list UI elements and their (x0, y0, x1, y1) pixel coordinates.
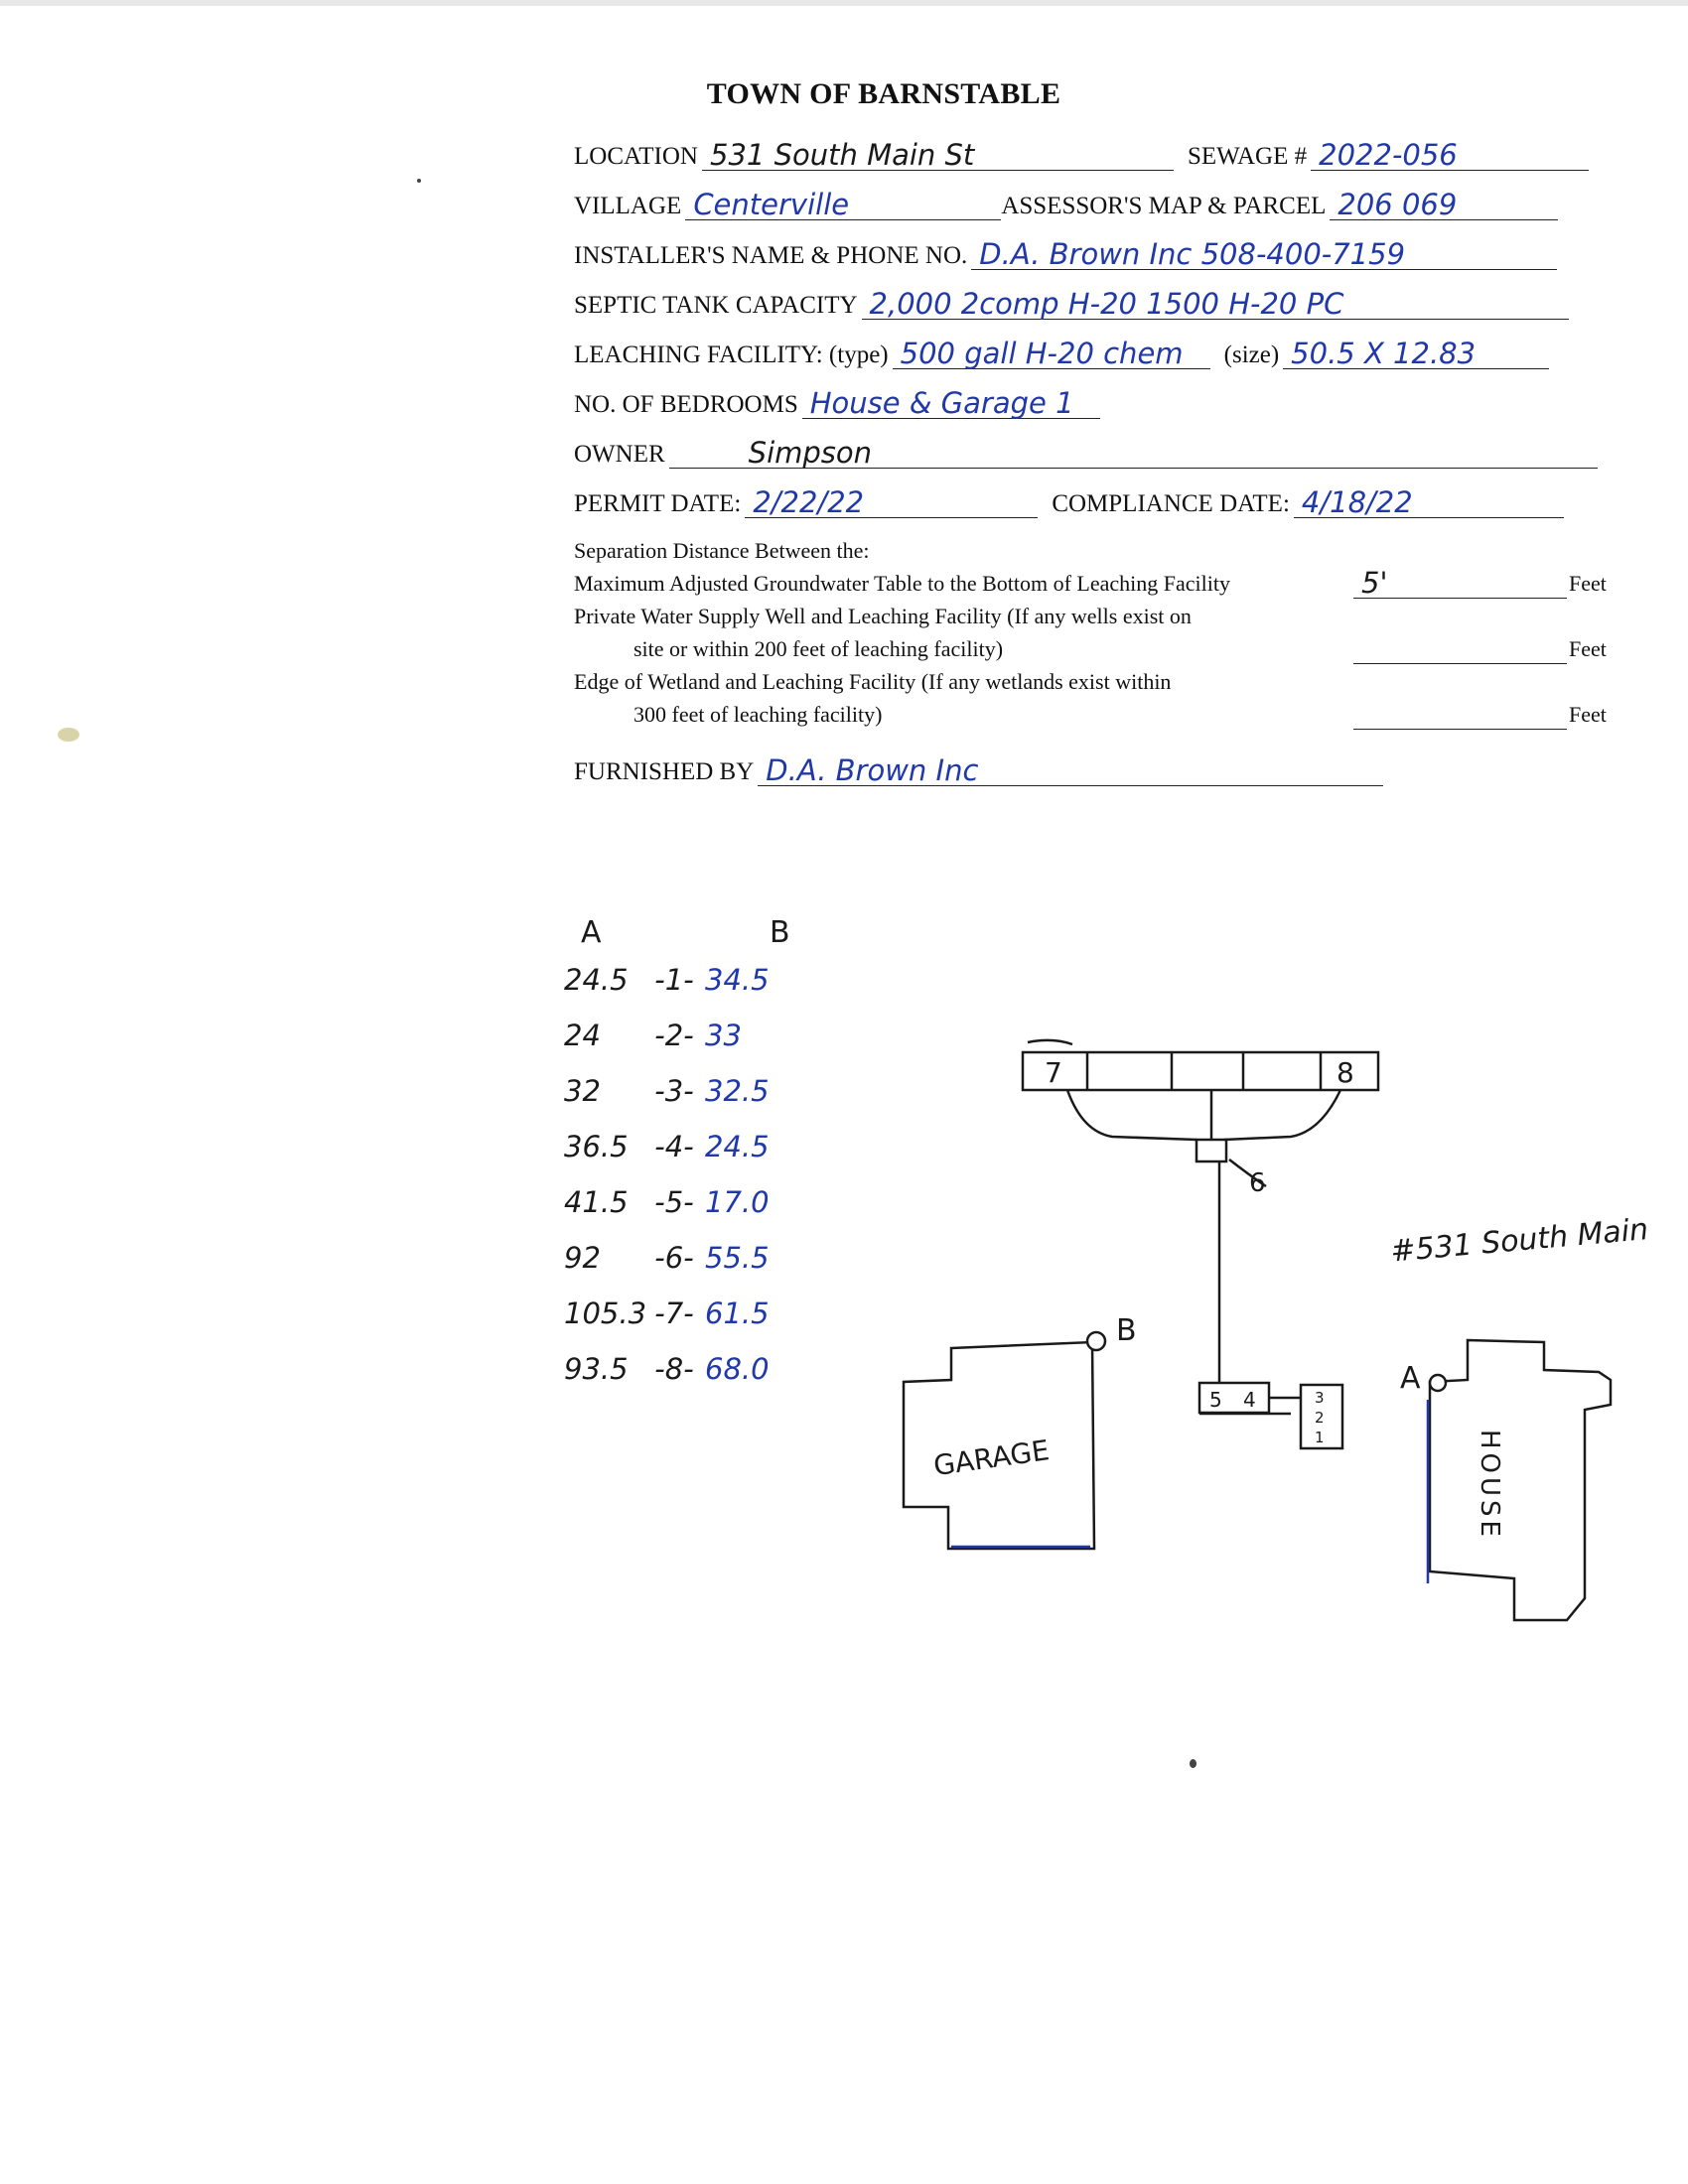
sewage-label: SEWAGE # (1188, 143, 1308, 170)
mark-4: 4 (1243, 1388, 1256, 1412)
installer-value: D.A. Brown Inc 508-400-7159 (979, 237, 1406, 271)
assessor-label: ASSESSOR'S MAP & PARCEL (1001, 193, 1327, 219)
tie-b-value: 68.0 (705, 1352, 770, 1386)
sewage-value: 2022-056 (1319, 138, 1458, 172)
assessor-value: 206 069 (1337, 188, 1458, 221)
tie-a-value: 105.3 (564, 1297, 647, 1330)
address-note: #531 South Main (1389, 1212, 1650, 1270)
mark-3: 3 (1315, 1389, 1325, 1407)
tie-b-value: 24.5 (705, 1130, 770, 1163)
point-b-marker (1087, 1332, 1105, 1350)
mark-8: 8 (1336, 1056, 1354, 1089)
tie-a-value: 24.5 (564, 963, 629, 997)
village-label: VILLAGE (574, 193, 682, 219)
mark-7: 7 (1045, 1056, 1062, 1089)
permit-value: 2/22/22 (753, 485, 865, 519)
point-a-label: A (1400, 1361, 1421, 1396)
leaching-size-value: 50.5 X 12.83 (1291, 337, 1477, 370)
furnished-value: D.A. Brown Inc (766, 753, 979, 787)
location-label: LOCATION (574, 143, 698, 170)
tie-header-a: A (581, 915, 602, 950)
tie-point-number: -7- (654, 1297, 694, 1330)
tie-b-value: 55.5 (705, 1241, 770, 1275)
tie-point-number: -8- (654, 1352, 694, 1386)
tie-point-number: -4- (654, 1130, 694, 1163)
well-unit: Feet (1569, 636, 1607, 661)
scan-speck (58, 728, 79, 742)
leaching-chambers (1023, 1040, 1378, 1090)
septic-value: 2,000 2comp H-20 1500 H-20 PC (869, 287, 1344, 321)
furnished-label: FURNISHED BY (574, 758, 755, 785)
house-label: HOUSE (1475, 1430, 1504, 1541)
tie-point-number: -6- (654, 1241, 694, 1275)
tie-a-value: 92 (564, 1241, 601, 1275)
mark-5: 5 (1209, 1388, 1222, 1412)
document-title: TOWN OF BARNSTABLE (706, 77, 1061, 110)
house-outline (1428, 1340, 1611, 1620)
scan-speck (417, 179, 421, 183)
tie-a-value: 36.5 (564, 1130, 629, 1163)
separation-wetland-line2: 300 feet of leaching facility) (633, 702, 883, 727)
leaching-label: LEACHING FACILITY: (type) (574, 341, 889, 368)
tie-point-number: -2- (654, 1019, 694, 1052)
tie-b-value: 34.5 (705, 963, 770, 997)
location-value: 531 South Main St (710, 138, 975, 172)
permit-label: PERMIT DATE: (574, 490, 742, 517)
separation-well-line1: Private Water Supply Well and Leaching Facility (If any wells exist on (574, 604, 1192, 628)
point-a-marker (1430, 1375, 1446, 1391)
garage-label: GARAGE (931, 1433, 1052, 1483)
separation-groundwater: Maximum Adjusted Groundwater Table to the Bottom of Leaching Facility (574, 571, 1230, 596)
owner-value: Simpson (748, 436, 873, 470)
installer-label: INSTALLER'S NAME & PHONE NO. (574, 242, 968, 269)
scan-speck (1190, 1759, 1196, 1768)
wetland-unit: Feet (1569, 702, 1607, 727)
tie-a-value: 41.5 (564, 1185, 629, 1219)
tie-point-number: -5- (654, 1185, 694, 1219)
tie-b-value: 32.5 (705, 1074, 770, 1108)
tie-b-value: 61.5 (705, 1297, 770, 1330)
groundwater-unit: Feet (1569, 571, 1607, 596)
village-value: Centerville (693, 188, 850, 221)
separation-well-line2: site or within 200 feet of leaching facility) (633, 636, 1004, 661)
distribution-piping (1067, 1090, 1340, 1383)
tie-b-value: 33 (705, 1019, 742, 1052)
mark-2: 2 (1315, 1409, 1325, 1427)
tie-point-number: -1- (654, 963, 694, 997)
bedrooms-label: NO. OF BEDROOMS (574, 391, 798, 418)
compliance-label: COMPLIANCE DATE: (1052, 490, 1290, 517)
leaching-type-value: 500 gall H-20 chem (900, 337, 1184, 370)
point-b-label: B (1116, 1313, 1137, 1348)
tie-header-b: B (770, 915, 790, 950)
mark-6: 6 (1249, 1168, 1266, 1198)
tie-a-value: 93.5 (564, 1352, 629, 1386)
bedrooms-value: House & Garage 1 (809, 386, 1074, 420)
tie-point-number: -3- (654, 1074, 694, 1108)
tie-a-value: 24 (564, 1019, 601, 1052)
leaching-size-label: (size) (1223, 341, 1280, 368)
groundwater-value: 5' (1361, 566, 1388, 600)
tie-b-value: 17.0 (705, 1185, 770, 1219)
compliance-value: 4/18/22 (1301, 485, 1413, 519)
tie-a-value: 32 (564, 1074, 601, 1108)
mark-1: 1 (1315, 1429, 1325, 1446)
separation-wetland-line1: Edge of Wetland and Leaching Facility (If any wetlands exist within (574, 669, 1172, 694)
separation-heading: Separation Distance Between the: (574, 538, 870, 563)
owner-label: OWNER (574, 441, 665, 468)
septic-label: SEPTIC TANK CAPACITY (574, 292, 858, 319)
